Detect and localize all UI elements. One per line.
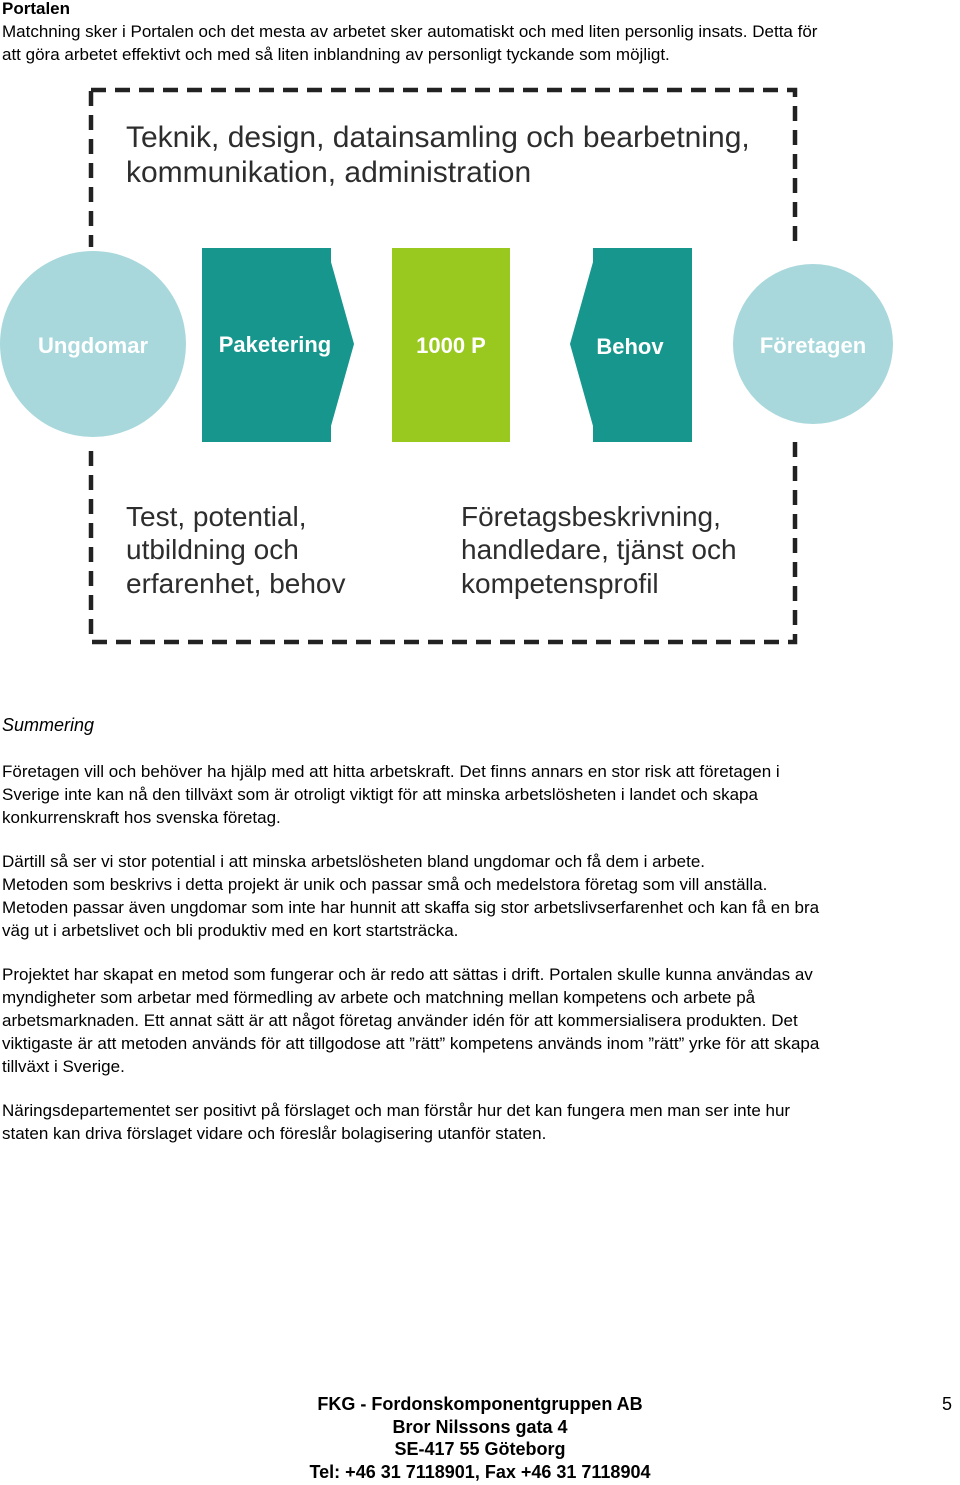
paragraph (2, 760, 957, 829)
paragraph-line: Därtill så ser vi stor potential i att minska arbetslösheten bland ungdomar och få dem i arbete. (2, 852, 706, 871)
bottom-left-line-1: Test, potential, (126, 501, 307, 532)
paragraph-line: staten kan driva förslaget vidare och föreslår bolagisering utanför staten. (2, 1124, 547, 1143)
paragraph-line: tillväxt i Sverige. (2, 1057, 125, 1076)
page-number: 5 (942, 1394, 953, 1414)
paketering-label: Paketering (218, 332, 332, 357)
footer-street: Bror Nilssons gata 4 (392, 1416, 568, 1437)
paragraph-line: myndigheter som arbetar med förmedling av arbete och matchning mellan kompetens och arbete på (2, 988, 756, 1007)
summary-title: Summering (2, 715, 95, 735)
summary-body (2, 760, 957, 1166)
paragraph-line: Sverige inte kan nå den tillväxt som är otroligt viktigt för att minska arbetslösheten i landet och skapa (2, 785, 758, 804)
bottom-right-line-3: kompetensprofil (461, 568, 659, 599)
top-text-line-1: Teknik, design, datainsamling och bearbetning, (126, 121, 750, 154)
foretagen-label: Företagen (759, 333, 867, 358)
paragraph-line: arbetsmarknaden. Ett annat sätt är att något företag använder idén för att kommersialisera produkten. Det (2, 1011, 798, 1030)
paragraph (2, 1099, 957, 1145)
paragraph-line: Näringsdepartementet ser positivt på förslaget och man förstår hur det kan fungera men man ser inte hur (2, 1101, 791, 1120)
page-footer (270, 1393, 690, 1483)
paragraph-line: Projektet har skapat en metod som fungerar och är redo att sättas i drift. Portalen skulle kunna användas av (2, 965, 813, 984)
bottom-left-line-2: utbildning och (126, 534, 299, 565)
paragraph-line: viktigaste är att metoden används för att tillgodose att ”rätt” kompetens används inom ”rätt” yrke för att skapa (2, 1034, 820, 1053)
center-label: 1000 P (416, 333, 486, 358)
paragraph (2, 963, 957, 1078)
footer-city: SE-417 55 Göteborg (394, 1439, 566, 1459)
intro-line: Matchning sker i Portalen och det mesta av arbetet sker automatiskt och med liten personlig insats. Detta för (2, 22, 818, 41)
paragraph (2, 850, 957, 942)
behov-label: Behov (596, 334, 664, 359)
intro-paragraph (2, 20, 952, 66)
bottom-left-line-3: erfarenhet, behov (126, 568, 346, 599)
paragraph-line: Metoden som beskrivs i detta projekt är unik och passar små och medelstora företag som vill anställa. (2, 875, 768, 894)
ungdomar-label: Ungdomar (38, 333, 148, 358)
top-text-line-2: kommunikation, administration (126, 156, 532, 189)
footer-contact: Tel: +46 31 7118901, Fax +46 31 7118904 (309, 1461, 651, 1482)
paragraph-line: konkurrenskraft hos svenska företag. (2, 808, 281, 827)
bottom-right-line-2: handledare, tjänst och (461, 534, 737, 565)
paragraph-line: Företagen vill och behöver ha hjälp med att hitta arbetskraft. Det finns annars en stor risk att företagen i (2, 762, 780, 781)
section-heading: Portalen (2, 0, 71, 18)
bottom-right-line-1: Företagsbeskrivning, (461, 501, 721, 532)
paragraph-line: Metoden passar även ungdomar som inte har hunnit att skaffa sig stor arbetslivserfarenhet och kan få en bra (2, 898, 820, 917)
intro-line: att göra arbetet effektivt och med så liten inblandning av personligt tyckande som möjligt. (2, 45, 670, 64)
portal-diagram (0, 82, 960, 652)
paragraph-line: väg ut i arbetslivet och bli produktiv med en kort startsträcka. (2, 921, 459, 940)
footer-company: FKG - Fordonskomponentgruppen AB (317, 1394, 643, 1414)
